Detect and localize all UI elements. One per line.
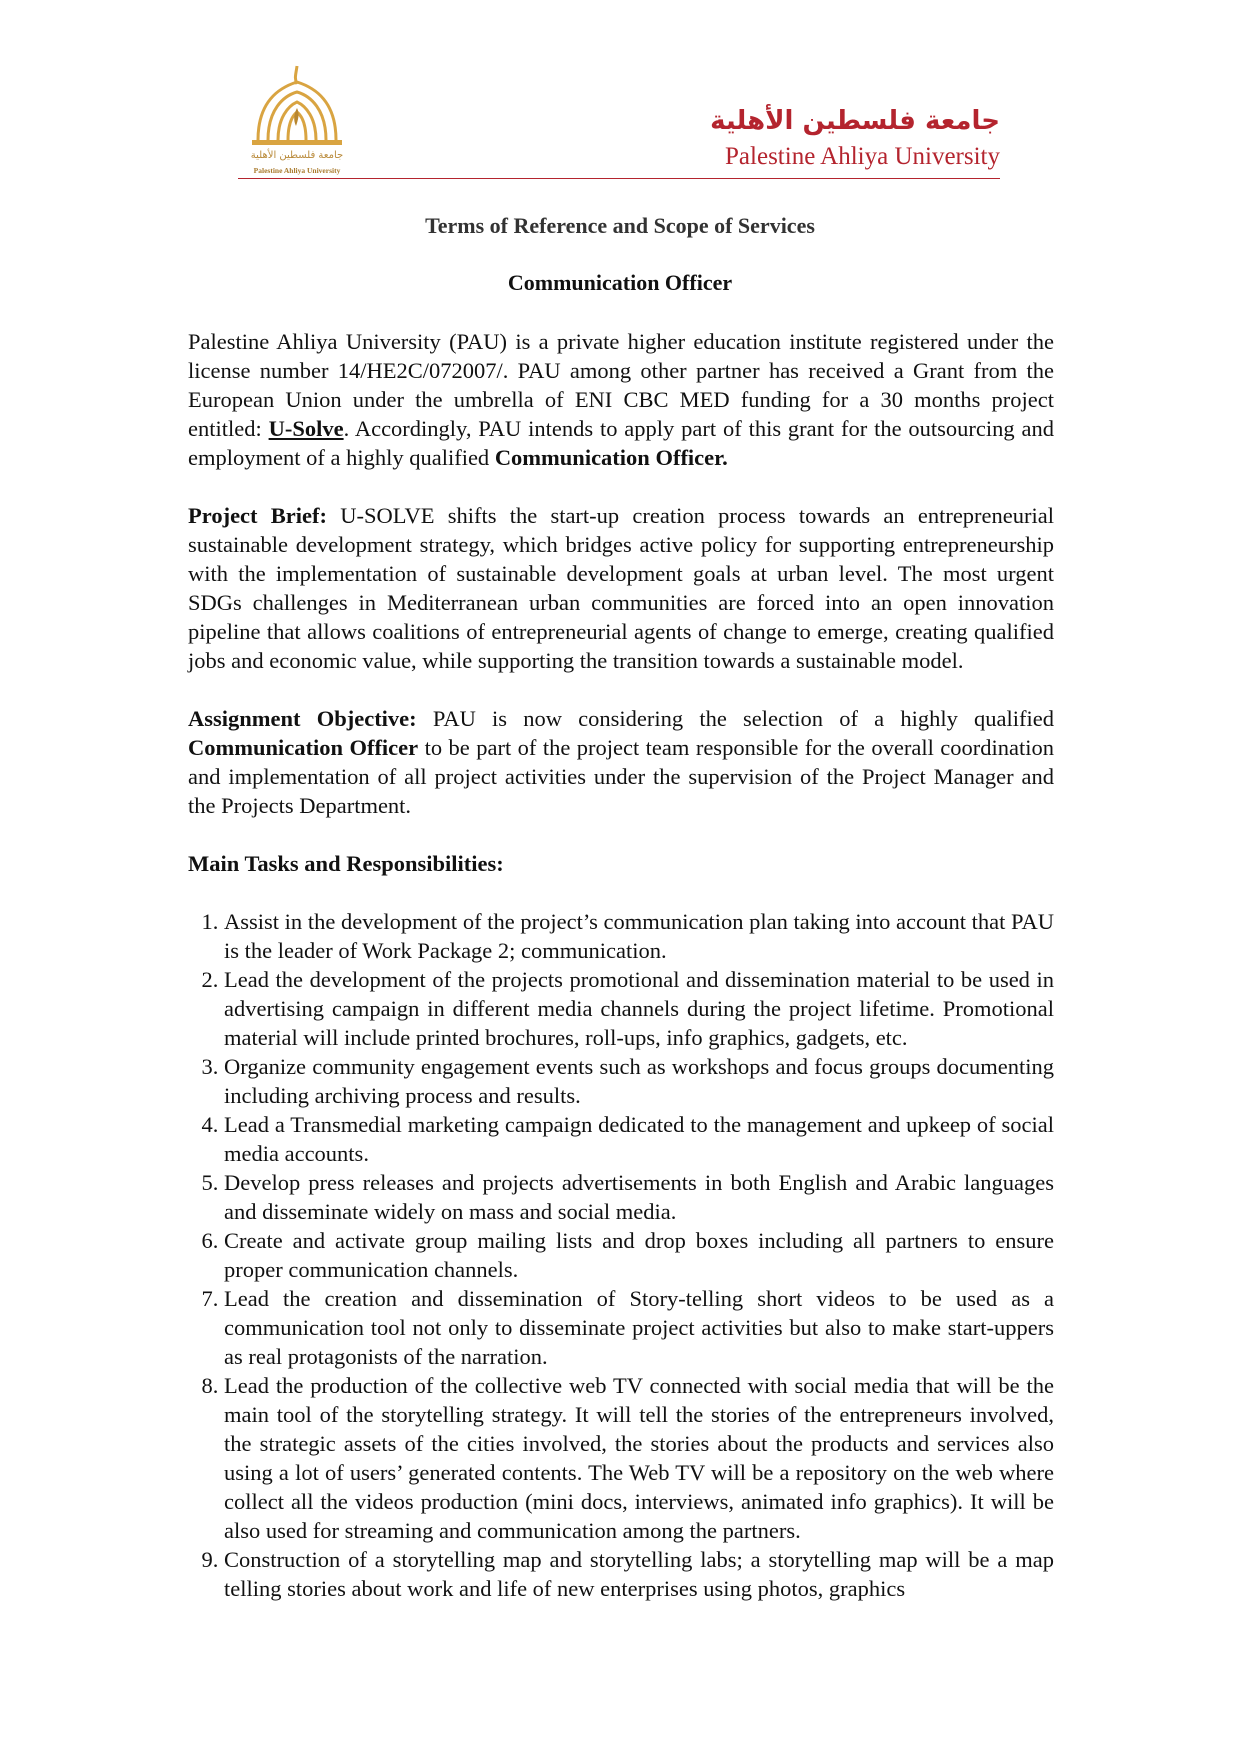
objective-text-1: PAU is now considering the selection of a highly qualified: [416, 706, 1054, 731]
project-brief-text: U-SOLVE shifts the start-up creation process towards an entrepreneurial sustainable development strategy, which bridges active policy for supporting entrepreneurship with the implementation of sustainable development goals at urban level. The most urgent SDGs challenges in Mediterranean urban communities are forced into an open innovation pipeline that allows coalitions of entrepreneurial agents of change to emerge, creating qualified jobs and economic value, while supporting the transition towards a sustainable model.: [188, 503, 1054, 673]
objective-text-2: to be part of the project team responsible for the overall coordination and implementation of all project activities under the supervision of the Project Manager and the Projects Department.: [188, 735, 1054, 818]
intro-text-2: . Accordingly, PAU intends to apply part of this grant for the outsourcing and employment of a highly qualified: [188, 416, 1055, 470]
list-item: 1. Assist in the development of the project’s communication plan taking into account that PAU is the leader of Work Package 2; communication.: [224, 907, 1054, 965]
list-item: 8. Lead the production of the collective web TV connected with social media that will be the main tool of the storytelling strategy. It will tell the stories of the entrepreneurs involved, the strategic assets of the cities involved, the stories about the products and services also using a lot of users’ generated contents. The Web TV will be a repository on the web where collect all the videos production (mini docs, interviews, animated info graphics). It will be also used for streaming and communication among the partners.: [224, 1371, 1054, 1545]
list-item: 4. Lead a Transmedial marketing campaign dedicated to the management and upkeep of social media accounts.: [224, 1110, 1054, 1168]
document-title: Terms of Reference and Scope of Services: [425, 213, 815, 238]
logo-arabic-text: جامعة فلسطين الأهلية: [250, 150, 344, 161]
logo-english-text: Palestine Ahliya University: [253, 166, 341, 175]
tasks-list: [188, 907, 1054, 1603]
project-brief-paragraph: [188, 501, 1054, 675]
university-logo: [238, 62, 356, 182]
header-divider: [238, 178, 1000, 179]
document-body: [188, 327, 1054, 1603]
project-brief-label: Project Brief:: [188, 503, 328, 528]
project-name: U-Solve: [268, 416, 344, 441]
university-name-english: Palestine Ahliya University: [725, 143, 1000, 170]
intro-position: Communication Officer.: [494, 445, 728, 470]
list-item: 2. Lead the development of the projects promotional and dissemination material to be used in advertising campaign in different media channels during the project lifetime. Promotional material will include printed brochures, roll-ups, info graphics, gadgets, etc.: [224, 965, 1054, 1052]
tasks-heading-text: Main Tasks and Responsibilities:: [188, 851, 504, 876]
list-item: 6. Create and activate group mailing lists and drop boxes including all partners to ensure proper communication channels.: [224, 1226, 1054, 1284]
intro-paragraph: [188, 327, 1054, 472]
intro-text-1: Palestine Ahliya University (PAU) is a private higher education institute registered under the license number 14/HE2C/072007/. PAU among other partner has received a Grant from the European Union under the umbrella of ENI CBC MED funding for a 30 months project entitled:: [188, 329, 1054, 441]
objective-position: Communication Officer: [188, 735, 419, 760]
objective-label: Assignment Objective:: [188, 706, 417, 731]
objective-paragraph: [188, 704, 1054, 820]
tasks-heading: [188, 849, 1054, 878]
dome-emblem-icon: [238, 62, 356, 152]
list-item: 7. Lead the creation and dissemination of Story-telling short videos to be used as a communication tool not only to disseminate project activities but also to make start-uppers as real protagonists of the narration.: [224, 1284, 1054, 1371]
university-name-arabic: جامعة فلسطين الأهلية: [710, 106, 1000, 136]
list-item: 9. Construction of a storytelling map and storytelling labs; a storytelling map will be a map telling stories about work and life of new enterprises using photos, graphics: [224, 1545, 1054, 1603]
list-item: 3. Organize community engagement events such as workshops and focus groups documenting including archiving process and results.: [224, 1052, 1054, 1110]
document-subtitle: Communication Officer: [507, 270, 733, 295]
list-item: 5. Develop press releases and projects advertisements in both English and Arabic languages and disseminate widely on mass and social media.: [224, 1168, 1054, 1226]
